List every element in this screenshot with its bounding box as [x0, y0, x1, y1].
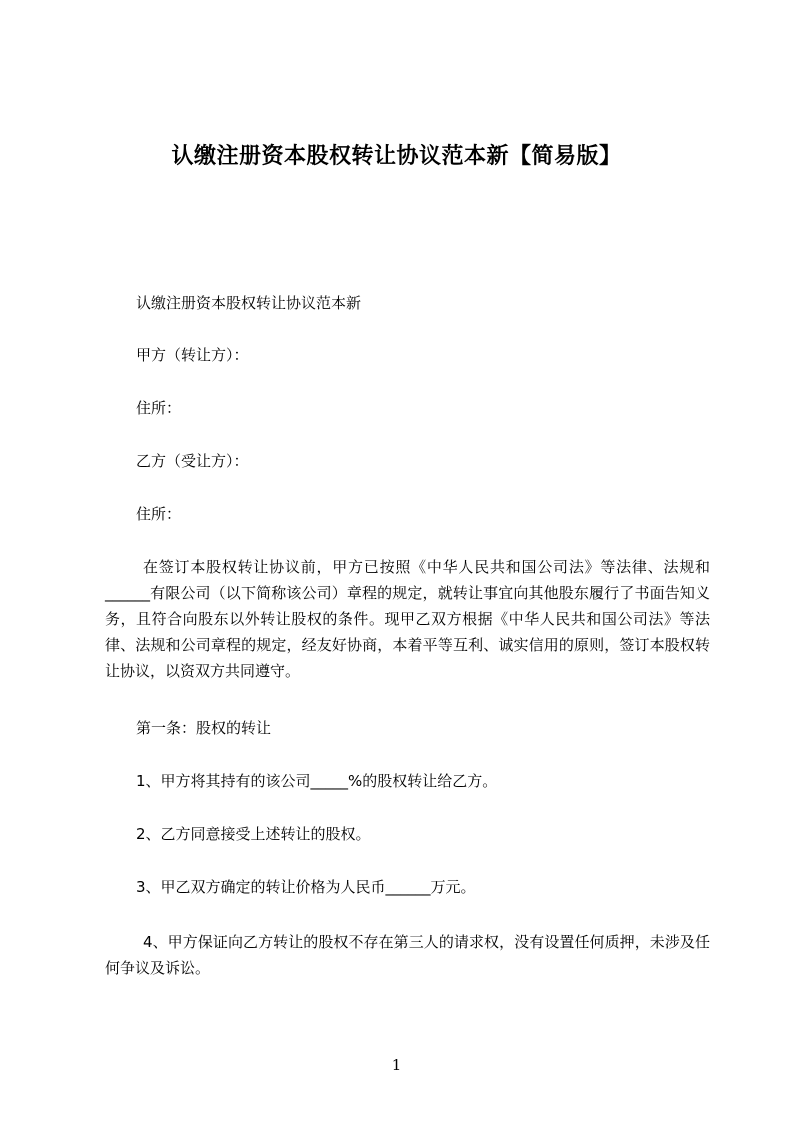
clause-2: 2、乙方同意接受上述转让的股权。 — [136, 825, 371, 843]
party-b-label: 乙方（受让方）： — [136, 452, 249, 470]
party-b-address-label: 住所： — [136, 505, 182, 523]
party-a-address-label: 住所： — [136, 399, 182, 417]
clause-1: 1、甲方将其持有的该公司_____%的股权转让给乙方。 — [136, 772, 498, 790]
article-1-heading: 第一条：股权的转让 — [136, 719, 272, 737]
document-title: 认缴注册资本股权转让协议范本新【简易版】 — [171, 144, 622, 169]
page-number: 1 — [391, 1056, 402, 1074]
clause-4: 4、甲方保证向乙方转让的股权不存在第三人的请求权，没有设置任何质押，未涉及任何争议及诉讼。 — [105, 933, 710, 977]
party-a-label: 甲方（转让方）： — [136, 346, 249, 364]
clause-3: 3、甲乙双方确定的转让价格为人民币______万元。 — [136, 878, 476, 896]
preamble-paragraph: 在签订本股权转让协议前，甲方已按照《中华人民共和国公司法》等法律、法规和______有限公司（以下简称该公司）章程的规定，就转让事宜向其他股东履行了书面告知义务，且符合向股东以外转让股权的条件。现甲乙双方根据《中华人民共和国公司法》等法律、法规和公司章程的规定，经友好协商，本着平等互利、诚实信用的原则，签订本股权转让协议，以资双方共同遵守。 — [105, 558, 710, 680]
document-subtitle: 认缴注册资本股权转让协议范本新 — [136, 294, 362, 312]
